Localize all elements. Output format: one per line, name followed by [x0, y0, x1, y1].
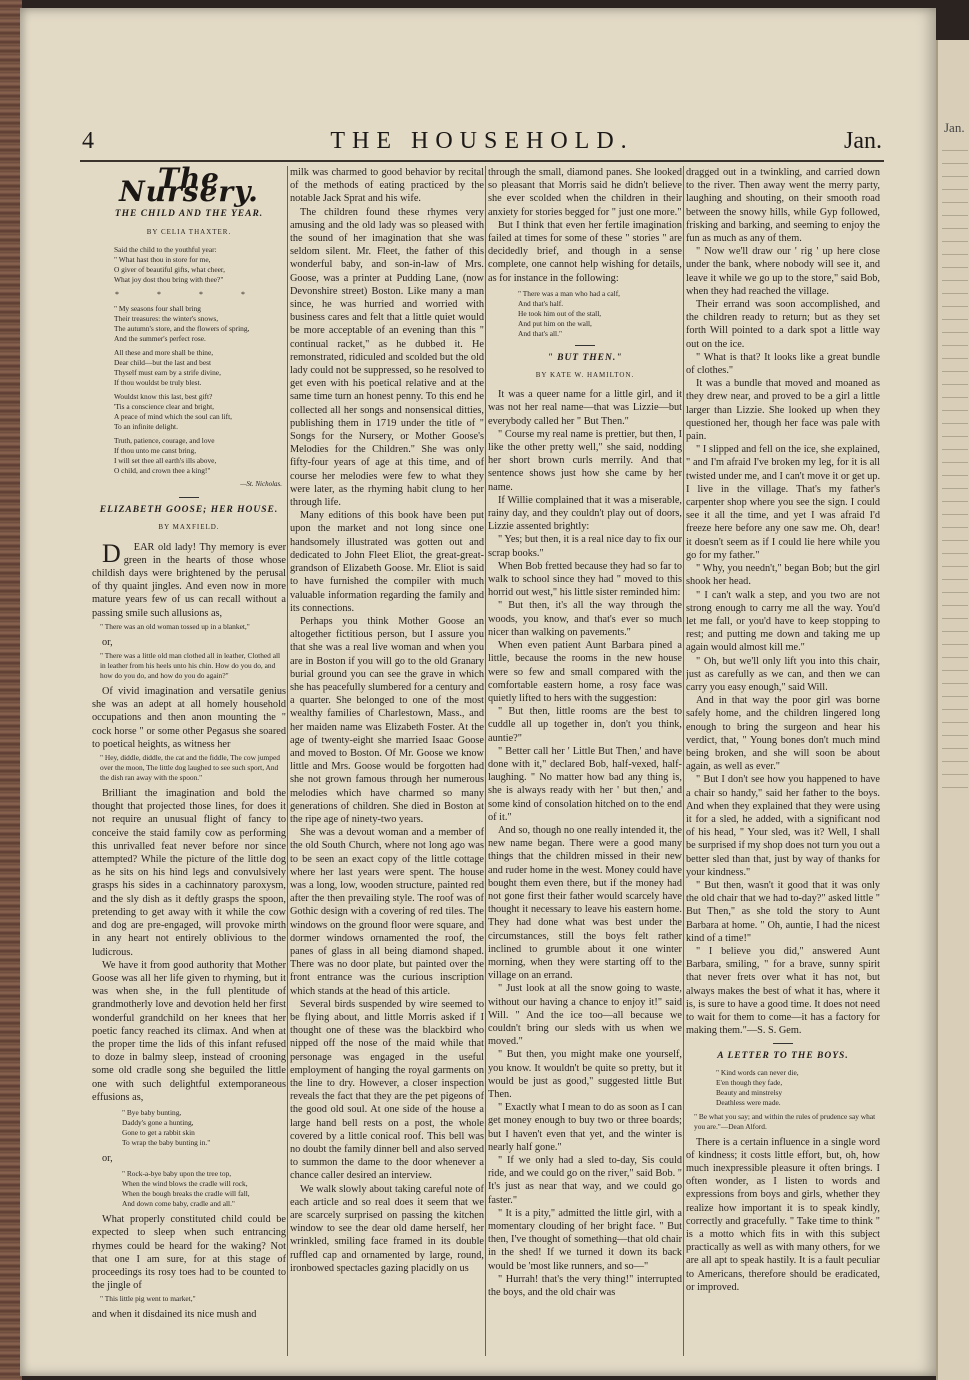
masthead-rule [80, 160, 884, 162]
page-number: 4 [82, 128, 94, 154]
story-paragraph: " I can't walk a step, and you two are not strong enough to carry me all the way. You'd let me fall, or you'd have to keep stopping to rest; and putting me down and taking me up again would almost kill me." [686, 589, 880, 654]
article-paragraph: milk was charmed to good behavior by recital of the methods of eating practiced by the notable Jack Sprat and his wife. [290, 167, 484, 205]
quotation: " There was a little old man clothed all in leather, Clothed all in leather from his heels unto his chin. How do you do, and how do you do, and how do you do again?" [100, 651, 281, 681]
story-paragraph: " If we only had a sled to-day, Sis could ride, and we could go on the river," said Bob. " It's just as near that way, and we could go faster." [488, 1155, 682, 1206]
quotation: " This little pig went to market," [100, 1294, 196, 1304]
rhyme: " There was a man who had a calf, And that's half. He took him out of the stall, And put him on the wall, And that's all." [518, 288, 620, 338]
section-heading: The Nursery. [119, 166, 259, 209]
story-paragraph: " Why, you needn't," began Bob; but the girl shook her head. [686, 563, 880, 588]
poem-stanza: Truth, patience, courage, and love If thou unto me canst bring, I will set thee all earth's ills above, O child, and crown thee a king!" [114, 436, 217, 476]
story-paragraph: When Bob fretted because they had so far to walk to school since they had " moved to this horrid out west," his little sister reminded him: [488, 560, 682, 599]
story-paragraph: " But then, little rooms are the best to cuddle all up together in, don't you think, auntie?" [488, 706, 682, 744]
story-title: " BUT THEN." [547, 352, 623, 363]
letter-paragraph: There is a certain influence in a single word of kindness; it costs little effort, but, oh, how much inexpressible pleasure it often brings. I often wonder, as I listen to words and expressions from boys and girls, whether they realize how important it is to speak kindly, correctly and gracefully. " Take time to think " is a motto which fits in with this subject practically as well as with many others, for we are all apt to speak hastily. It is a fault peculiar to Americans, therefore should be eradicated, or improved. [686, 1136, 880, 1293]
poem-stanza: All these and more shall be thine, Dear child—but the last and best Thyself must earn by a strife divine, If thou wouldst be truly blest. [114, 348, 221, 388]
issue-month: Jan. [844, 128, 882, 154]
poem-byline: BY CELIA THAXTER. [146, 227, 232, 236]
article-paragraph: Of vivid imagination and versatile genius she was an adept at all homely household occupations and then anon mounting the " cock horse " or some other Pegasus she soared to poetical heights, as witness her [92, 686, 286, 750]
article-paragraph: Brilliant the imagination and bold the thought that projected those lines, for does it not require an unusual flight of fancy to conceive the staid family cow as performing this unrivalled feat never before nor since attempted? While the picture of the little dog as he sits on his hind legs and convulsively grasps his sides in a cachinnatory paroxysm, and the sly dish as it deftly grasps the spoon, pretending to get away with it while the cow and dog are pre-engaged, will provoke mirth in any heart not entirely oblivious to the ludicrous. [92, 788, 286, 958]
rhyme: " Rock-a-bye baby upon the tree top, When the wind blows the cradle will rock, When the bough breaks the cradle will fall, And down come baby, cradle and all." [122, 1169, 250, 1209]
column-divider [683, 166, 684, 1356]
article-paragraph: What properly constituted child could be expected to sleep when such entrancing rhymes could be heard for the waking? Not that one I am sure, for at this stage of proceedings its rosy toes had to be counted to the jingle of [92, 1214, 286, 1292]
article-paragraph: We walk slowly about taking careful note of each article and so real does it seem that we are scarcely surprised on passing the kitchen window to see the dear old dame herself, her wrinkled, smiling face framed in its double ruffled cap and ornamented by large, round, ironbowed spectacles gazing placidly on us [290, 1183, 484, 1274]
story-paragraph: " Exactly what I mean to do as soon as I can get money enough to buy two or three boards; but I haven't even that yet, and the winter is nearly half gone." [488, 1102, 682, 1153]
story-paragraph: " It is a pity," admitted the little girl, with a momentary clouding of her bright face. " But then, I've thought of something—that old chair in the shed! If we turned it down its back would be 'most like runners, and so—" [488, 1207, 682, 1272]
poem-source: —St. Nicholas. [240, 480, 282, 489]
quotation: " There was an old woman tossed up in a blanket," [100, 621, 250, 631]
story-paragraph: It was a queer name for a little girl, and it was not her real name—that was Lizzie—but everybody called her " But Then." [488, 389, 682, 427]
adjacent-page-text-lines [938, 150, 969, 788]
article-title: ELIZABETH GOOSE; HER HOUSE. [99, 505, 279, 516]
story-paragraph: " Hurrah! that's the very thing!" interrupted the boys, and the old chair was [488, 1273, 682, 1299]
story-paragraph: " Just look at all the snow going to waste, without our having a chance to enjoy it!" said Will. " And the ice too—all because we couldn't bring our sleds with us when we moved." [488, 983, 682, 1048]
article-paragraph: The children found these rhymes very amusing and the old lady was so pleased with the sound of her imagination that she was seldom silent. Mr. Fleet, the father of this wonderful baby, and son-in-law of Mrs. Goose, was a printer at Pudding Lane, (now Devonshire street) Boston. Like many a man since, he was hurried and worried with business cares and felt that a little quiet would be more acceptable of an evening than this " continual racket," as he dubbed it. He remonstrated, ridiculed and scolded but the old lady could not be suppressed, so he resolved to get even with his poetical relative and at the same time turn an honest penny. To this end he collected all her songs and nonsensical ditties, publishing them in 1719 under the title of " Songs for the Nursery, or Mother Goose's Melodies for the Children." She was only fifty-four years of age at this time, and of course her melodies were few to what they were later, as the rhyming habit clung to her through life. [290, 206, 484, 509]
story-paragraph: " Oh, but we'll only lift you into this chair, just as carefully as we can, and then we can carry you easy enough," said Will. [686, 655, 880, 693]
article-paragraph: through the small, diamond panes. She looked so pleasant that Morris said he didn't believe she ever scolded when the children in their anxiety for stories begged for " just one more." [488, 167, 682, 218]
story-paragraph: " But then, wasn't it good that it was only the old chair that we had to-day?" asked little " But Then," as she told the story to Aunt Barbara at home. " Oh, auntie, I had the nicest kind of a time!" [686, 879, 880, 944]
column-1 [92, 166, 286, 1356]
story-paragraph: " I slipped and fell on the ice, she explained, " and I'm afraid I've broken my leg, for it is all twisted under me, and I can't move it or get up. I live in the village. That's my father's carpenter shop where you see the sign. I could see it all the time, and yet I was afraid I'd freeze here before any one saw me. Oh, dear! it doesn't seem as if I could lie here while you go for my father." [686, 444, 880, 561]
masthead [82, 128, 882, 156]
story-paragraph: Their errand was soon accomplished, and the children ready to return; but as they set forth Will pointed to a dark spot a little way out on the ice. [686, 299, 880, 350]
story-paragraph: " Course my real name is prettier, but then, I like the other pretty well," she said, nodding her short brown curls merrily. And that sentence shows just how she came by her name. [488, 428, 682, 493]
article-paragraph: Perhaps you think Mother Goose an altogether fictitious person, but I assure you that she was a real live woman and when you are in Boston if you will go to the old Granary burial ground you can see the grave in which she has peacefully slumbered for a century and a quarter. She belonged to one of the most wealthy families of Charlestown, Mass., and her maiden name was Elizabeth Foster. At the age of twenty-eight she married Isaac Goose and moved to Boston. Of Mr. Goose we know little and Mrs. Goose would be forgotten had she not grown famous through her numerous melodies which have charmed so many generations of children. She died in Boston at the ripe age of ninety-two years. [290, 615, 484, 825]
quotation: " Hey, diddle, diddle, the cat and the fiddle, The cow jumped over the moon, The little dog laughed to see such sport, And the dish ran away with the spoon." [100, 753, 280, 783]
article-byline: BY MAXFIELD. [158, 523, 220, 532]
article-paragraph: But I think that even her fertile imagination failed at times for some of these " stories " are decidedly brief, and though in a sense complete, one cannot help wishing for details, as for instance in the following: [488, 219, 682, 284]
story-paragraph: " I believe you did," answered Aunt Barbara, smiling, " for a brave, sunny spirit that never frets over what it has not, but always makes the best of what it has, where it is, is sure to have a good time. It does not need to wait for them to come—it has a factory for making them."—S. S. Gem. [686, 945, 880, 1037]
section-rule [773, 1043, 793, 1044]
article-paragraph: Many editions of this book have been put upon the market and not long since one handsomely illustrated was gotten out and dedicated to John Fleet Eliot, the great-great-grandson of Elizabeth Goose. Mr. Eliot is said to have furnished the compiler with much valuable information regarding the family and its connections. [290, 510, 484, 614]
story-paragraph: If Willie complained that it was a miserable, rainy day, and they couldn't play out of doors, Lizzie assented brightly: [488, 494, 682, 533]
publication-title: THE HOUSEHOLD. [330, 128, 634, 154]
adjacent-page-header: Jan. [944, 120, 965, 135]
drop-cap: D [102, 538, 121, 568]
article-paragraph: She was a devout woman and a member of the old South Church, where not long ago was to be seen an exact copy of the little cottage where her last years were spent. The house was a long, low, wooden structure, painted red after the then prevailing style. The roof was of Gothic design with a covering of red tiles. The windows on the ground floor were square, and dormer windows ornamented the roof, the panes of glass in all being diamond shaped. There was no door plate, but painted over the front entrance was the curious inscription which stands at the head of this article. [290, 827, 484, 997]
section-rule [179, 497, 199, 498]
epigraph-verse: " Kind words can never die, E'en though they fade, Beauty and minstrelsy Deathless were made. [716, 1067, 799, 1107]
poem-stanza: " My seasons four shall bring Their treasures: the winter's snows, The autumn's store, and the flowers of spring, And the summer's perfect rose. [114, 304, 250, 344]
poem-stanza: Wouldst know this last, best gift? 'Tis a conscience clear and bright, A peace of mind which the soul can lift, To an infinite delight. [114, 392, 233, 432]
story-paragraph: " But then, you might make one yourself, you know. It wouldn't be quite so pretty, but it would be just as good," suggested little But Then. [488, 1049, 682, 1100]
column-divider [485, 166, 486, 1356]
book-binding [0, 0, 22, 1380]
article-paragraph: We have it from good authority that Mother Goose was all her life given to rhyming, but it was when she, in the full plentitude of grandmotherly love and devotion held her first wonderful grandchild on her knees that her poetic fancy reached its climax. And when at the proper time the lids of this infant refused to doze in balmy sleep, instead of crooning some old cradle song she beguiled the little one with such delightful extemporaneous effusions as, [92, 959, 286, 1103]
connector-text: or, [102, 636, 113, 648]
story-paragraph: " Yes; but then, it is a real nice day to fix our scrap books." [488, 534, 682, 559]
story-paragraph: " Better call her ' Little But Then,' and have done with it," declared Bob, half-vexed, half-laughing. " No matter how bad any thing is, she is always ready with her ' but then,' and some kind of consolation hitched on to the end of it." [488, 745, 682, 823]
column-4 [686, 166, 880, 1356]
story-paragraph: " But I don't see how you happened to have a chair so handy," said her father to the boys. And when they explained that they were using it for a sled, he added, with a significant nod of his head, " Your sled, was it? Well, I shall be surprised if my shop does not turn you out a better sled than that, just by way of thanks for your kindness." [686, 774, 880, 878]
rhyme: " Bye baby bunting, Daddy's gone a hunting, Gone to get a rabbit skin To wrap the baby bunting in." [122, 1107, 211, 1147]
epigraph-quote: " Be what you say; and within the rules of prudence say what you are."—Dean Alford. [694, 1111, 876, 1131]
story-paragraph: dragged out in a twinkling, and carried down to the river. Then away went the merry party, laughing and shouting, on their smooth road between the snowy hills, while Gyp followed, frisking and barking, and seeming to enjoy the fun as much as any of them. [686, 167, 880, 245]
column-2 [290, 166, 484, 1356]
stars-divider: * * * * [115, 289, 263, 299]
poem-title: THE CHILD AND THE YEAR. [114, 209, 264, 220]
story-paragraph: When even patient Aunt Barbara pined a little, because the rooms in the new house were so few and small compared with the comfortable eastern home, a rosy face was quietly lifted to hers with the suggestion: [488, 640, 682, 704]
article-paragraph: D EAR old lady! Thy memory is ever green in the hearts of those whose childish days were brightened by the perusal of thy quaint jingles. And even now in more mature years few of us can recall without a passing smile such allusions as, [92, 538, 286, 619]
letter-title: A LETTER TO THE BOYS. [717, 1051, 849, 1062]
story-paragraph: It was a bundle that moved and moaned as they drew near, and proved to be a girl a little larger than Lizzie. She looked up when they questioned her, though her face was pale with pain. [686, 378, 880, 443]
story-paragraph: " Now we'll draw our ' rig ' up here close under the bank, where nobody will see it, and leave it while we go up to the store," said Bob, when they had reached the village. [686, 246, 880, 297]
story-paragraph: And so, though no one really intended it, the new name began. There were a good many things that the children missed in their new and ruder home in the west. Money could have bought them even there, but if the money had not gone first their father would scarcely have thought it necessary to leave his eastern home. They had done what was best under the circumstances, still the boys felt rather inclined to grumble about it one winter morning, when they were starting off to the village on an errand. [488, 824, 682, 982]
article-paragraph: and when it disdained its nice mush and [92, 1309, 257, 1321]
connector-text: or, [102, 1152, 113, 1164]
adjacent-page-edge [936, 40, 969, 1380]
story-paragraph: And in that way the poor girl was borne safely home, and the children lingered long enough to bring the surgeon and hear his verdict, that, " Young bones don't much mind being broken, and she will soon be about again, as well as ever." [686, 695, 880, 773]
poem-stanza: Said the child to the youthful year: " What hast thou in store for me, O giver of beautiful gifts, what cheer, What joy dost thou bring with thee?" [114, 244, 225, 284]
story-byline: BY KATE W. HAMILTON. [535, 371, 635, 380]
column-3 [488, 166, 682, 1356]
article-paragraph: Several birds suspended by wire seemed to be flying about, and little Morris asked if I thought one of these was the blackbird who nipped off the nose of the maid while that personage was engaged in the useful employment of hanging the royal garments on the line to dry. However, a closer inspection reveals the fact that they are the pet pigeons of the good old soul. At one side of the house a large hand bell rests on a post, the whole covered by a little conical roof. This bell was no doubt the family dinner bell and also served to summon the dame to the door whenever a chance caller desired an interview. [290, 998, 484, 1182]
column-divider [287, 166, 288, 1356]
section-rule [575, 345, 595, 346]
story-paragraph: " But then, it's all the way through the woods, you know, and that's ever so much nicer than walking on pavements." [488, 600, 682, 638]
story-paragraph: " What is that? It looks like a great bundle of clothes." [686, 351, 880, 377]
